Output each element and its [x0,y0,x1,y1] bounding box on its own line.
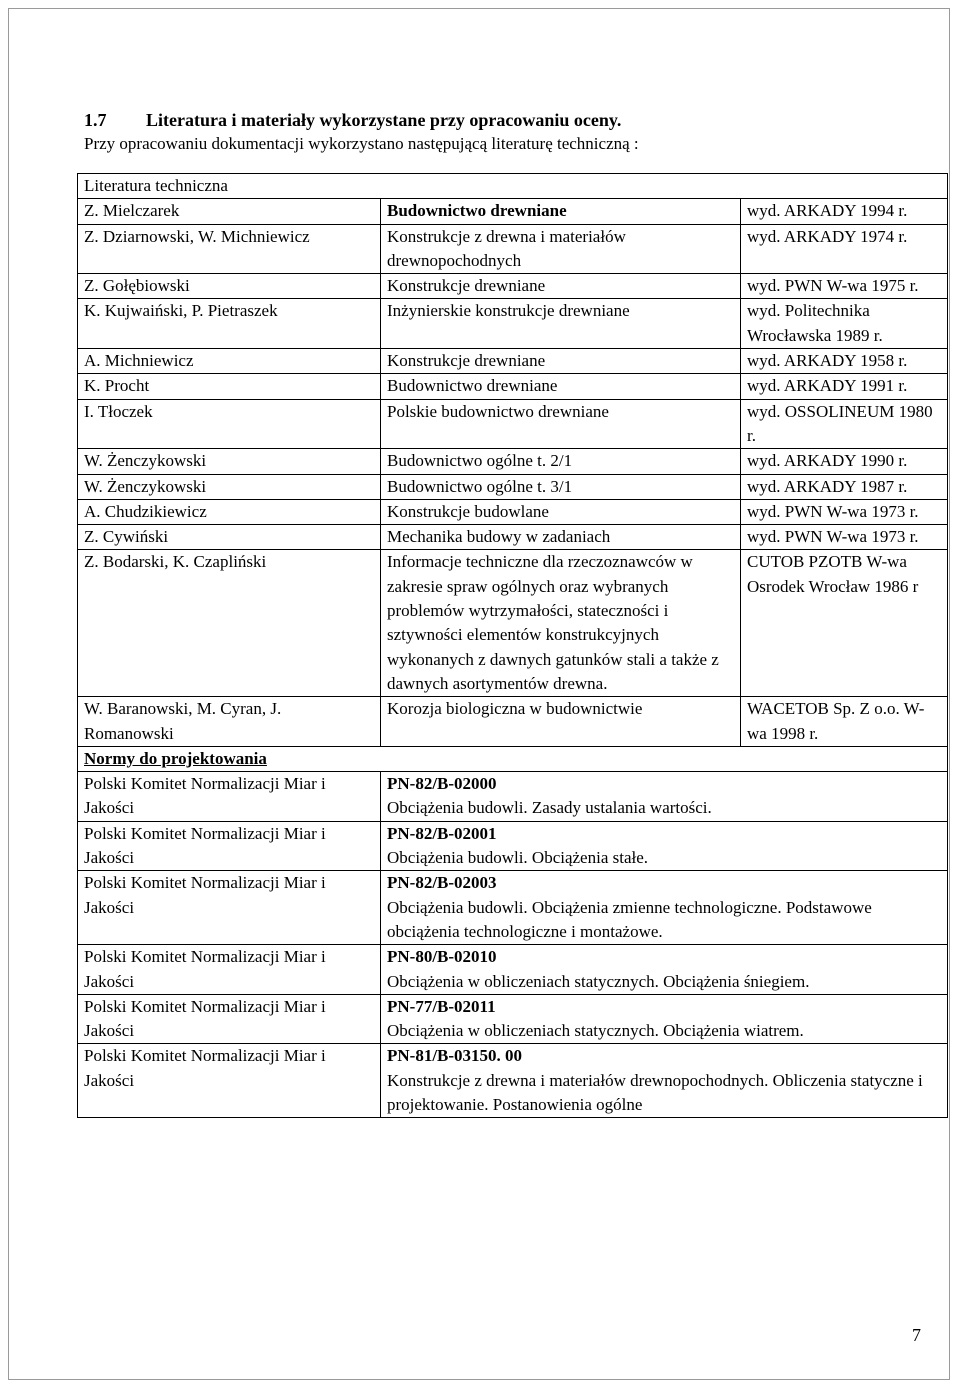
title-cell: Konstrukcje drewniane [381,349,741,374]
norm-cell [381,871,948,945]
table-row [78,945,948,995]
publisher-cell: wyd. ARKADY 1974 r. [741,224,948,274]
table-row [78,994,948,1044]
title-cell: Inżynierskie konstrukcje drewniane [381,299,741,349]
table-row [78,199,948,224]
author-cell: I. Tłoczek [78,399,381,449]
title-cell: Korozja biologiczna w budownictwie [381,697,741,747]
issuer-cell: Polski Komitet Normalizacji Miar i Jakości [78,1044,381,1118]
publisher-cell: wyd. ARKADY 1958 r. [741,349,948,374]
norm-code: PN-82/B-02000 [387,774,497,794]
issuer-cell: Polski Komitet Normalizacji Miar i Jakości [78,772,381,822]
title-cell: Budownictwo drewniane [381,374,741,399]
author-cell: Z. Cywiński [78,525,381,550]
author-cell: K. Kujwaiński, P. Pietraszek [78,299,381,349]
issuer-cell: Polski Komitet Normalizacji Miar i Jakości [78,821,381,871]
table-row [78,399,948,449]
norm-cell [381,945,948,995]
title-cell: Konstrukcje budowlane [381,499,741,524]
publisher-cell: wyd. PWN W-wa 1973 r. [741,499,948,524]
norm-code: PN-82/B-02001 [387,823,497,843]
norm-title: Obciążenia budowli. Obciążenia zmienne technologiczne. Podstawowe obciążenia technologiczne i montażowe. [387,897,872,941]
table-row [78,1044,948,1118]
section-title: Literatura i materiały wykorzystane przy opracowaniu oceny. [146,110,622,130]
publisher-cell: wyd. ARKADY 1987 r. [741,474,948,499]
author-cell: W. Żenczykowski [78,449,381,474]
section-heading [84,110,621,131]
table-row [78,299,948,349]
intro-text: Przy opracowaniu dokumentacji wykorzystano następującą literaturę techniczną : [84,134,639,153]
table-row [78,374,948,399]
norm-cell [381,994,948,1044]
norm-title: Obciążenia budowli. Zasady ustalania wartości. [387,798,712,818]
issuer-cell: Polski Komitet Normalizacji Miar i Jakości [78,871,381,945]
author-cell: W. Żenczykowski [78,474,381,499]
publisher-cell: WACETOB Sp. Z o.o. W-wa 1998 r. [741,697,948,747]
title-cell: Budownictwo ogólne t. 2/1 [381,449,741,474]
author-cell: K. Procht [78,374,381,399]
publisher-cell: wyd. OSSOLINEUM 1980 r. [741,399,948,449]
publisher-cell: wyd. ARKADY 1991 r. [741,374,948,399]
table-row [78,772,948,822]
norm-title: Obciążenia w obliczeniach statycznych. Obciążenia wiatrem. [387,1021,804,1041]
title-cell: Polskie budownictwo drewniane [381,399,741,449]
norm-title: Obciążenia budowli. Obciążenia stałe. [387,848,649,868]
author-cell: Z. Bodarski, K. Czapliński [78,550,381,697]
table-row [78,474,948,499]
norm-title: Obciążenia w obliczeniach statycznych. Obciążenia śniegiem. [387,971,810,991]
table-row [78,871,948,945]
title-cell: Mechanika budowy w zadaniach [381,525,741,550]
author-cell: A. Chudzikiewicz [78,499,381,524]
page-number: 7 [912,1325,921,1345]
literature-table [77,173,948,1118]
publisher-cell: wyd. PWN W-wa 1973 r. [741,525,948,550]
publisher-cell: wyd. Politechnika Wrocławska 1989 r. [741,299,948,349]
author-cell: Z. Mielczarek [78,199,381,224]
norms-header-row [78,746,948,771]
issuer-cell: Polski Komitet Normalizacji Miar i Jakości [78,945,381,995]
norm-code: PN-77/B-02011 [387,996,496,1016]
title-cell: Budownictwo ogólne t. 3/1 [381,474,741,499]
norm-cell [381,772,948,822]
table-row [78,224,948,274]
publisher-cell: CUTOB PZOTB W-wa Osrodek Wrocław 1986 r [741,550,948,697]
table-row [78,499,948,524]
norms-header: Normy do projektowania [78,746,948,771]
table-row [78,274,948,299]
title-cell: Informacje techniczne dla rzeczoznawców w zakresie spraw ogólnych oraz wybranych problemów wytrzymałości, stateczności i sztywności elementów konstrukcyjnych wykonanych z dawnych gatunków stali a także z dawnych asortymentów drewna. [381,550,741,697]
norm-code: PN-81/B-03150. 00 [387,1046,523,1066]
author-cell: W. Baranowski, M. Cyran, J. Romanowski [78,697,381,747]
table-row [78,821,948,871]
table-row [78,449,948,474]
publisher-cell: wyd. ARKADY 1990 r. [741,449,948,474]
norm-code: PN-82/B-02003 [387,873,497,893]
section-number: 1.7 [84,110,107,130]
author-cell: A. Michniewicz [78,349,381,374]
literature-header: Literatura techniczna [78,174,948,199]
table-row [78,349,948,374]
publisher-cell: wyd. PWN W-wa 1975 r. [741,274,948,299]
issuer-cell: Polski Komitet Normalizacji Miar i Jakości [78,994,381,1044]
author-cell: Z. Gołębiowski [78,274,381,299]
table-row [78,525,948,550]
publisher-cell: wyd. ARKADY 1994 r. [741,199,948,224]
title-cell: Konstrukcje z drewna i materiałów drewnopochodnych [381,224,741,274]
literature-header-row [78,174,948,199]
title-cell: Konstrukcje drewniane [381,274,741,299]
norm-cell [381,1044,948,1118]
norm-title: Konstrukcje z drewna i materiałów drewnopochodnych. Obliczenia statyczne i projektowanie. Postanowienia ogólne [387,1070,923,1114]
author-cell: Z. Dziarnowski, W. Michniewicz [78,224,381,274]
table-row [78,550,948,697]
norm-cell [381,821,948,871]
table-row [78,697,948,747]
norm-code: PN-80/B-02010 [387,947,497,967]
title-cell: Budownictwo drewniane [381,199,741,224]
